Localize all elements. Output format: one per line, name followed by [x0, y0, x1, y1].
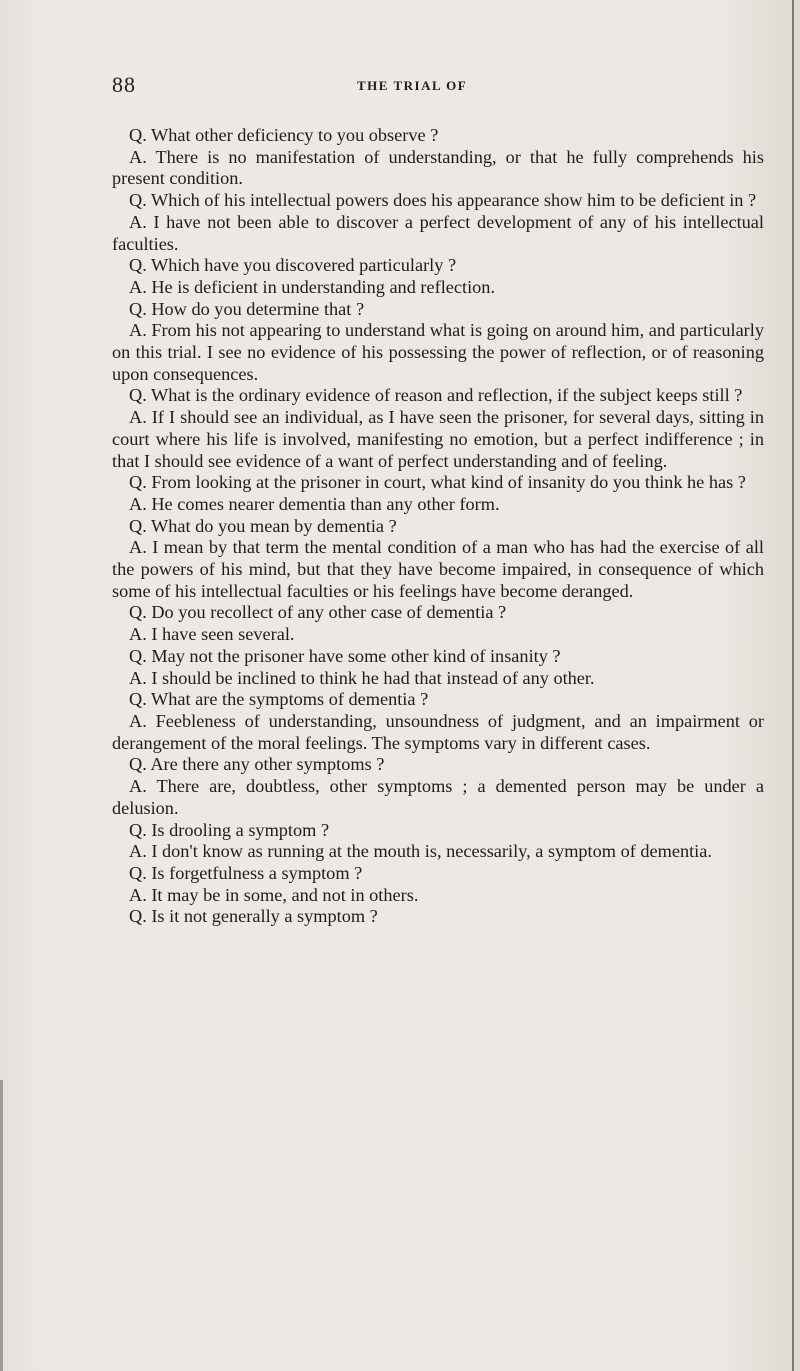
paragraph: Q. What do you mean by dementia ?: [129, 515, 397, 536]
paragraph: A. He is deficient in understanding and reflection.: [129, 276, 496, 297]
paragraph: A. There are, doubtless, other symptoms ; a demented person may be under a delusion.: [112, 776, 764, 818]
page-edge-shadow: [792, 0, 794, 1371]
testimony-text: [112, 125, 764, 928]
paragraph: A. He comes nearer dementia than any other form.: [129, 493, 500, 514]
binding-edge-shadow: [0, 1080, 3, 1371]
paragraph: Q. Is drooling a symptom ?: [129, 819, 330, 840]
paragraph: Q. Which of his intellectual powers does his appearance show him to be deficient in ?: [129, 190, 757, 211]
paragraph: A. There is no manifestation of understanding, or that he fully comprehends his present condition.: [112, 146, 764, 189]
paragraph: A. I have seen several.: [129, 624, 295, 645]
paragraph: Q. Is forgetfulness a symptom ?: [129, 862, 363, 883]
paragraph: Q. What other deficiency to you observe ?: [129, 125, 439, 145]
paragraph: Q. From looking at the prisoner in court, what kind of insanity do you think he has ?: [129, 472, 746, 493]
paragraph: Q. How do you determine that ?: [129, 298, 365, 319]
paragraph: Q. Which have you discovered particularly ?: [129, 255, 457, 276]
page-header: [112, 72, 732, 102]
page-number: 88: [112, 72, 136, 97]
paragraph: A. I have not been able to discover a perfect development of any of his intellectual faculties.: [112, 211, 764, 254]
paragraph: A. It may be in some, and not in others.: [129, 884, 419, 905]
paragraph: Q. Is it not generally a symptom ?: [129, 906, 378, 927]
paragraph: Q. May not the prisoner have some other kind of insanity ?: [129, 645, 561, 666]
paragraph: Q. What are the symptoms of dementia ?: [129, 689, 429, 710]
paragraph: Q. What is the ordinary evidence of reason and reflection, if the subject keeps still ?: [129, 385, 743, 406]
paragraph: A. Feebleness of understanding, unsoundness of judgment, and an impairment or derangement of the moral feelings. The symptoms vary in different cases.: [112, 710, 764, 753]
paragraph: A. I should be inclined to think he had that instead of any other.: [129, 667, 595, 688]
paragraph: A. If I should see an individual, as I have seen the prisoner, for several days, sitting in court where his life is involved, manifesting no emotion, but a perfect indifference ; in that I should see evidence of a want of perfect understanding and of feeling.: [112, 407, 764, 471]
running-head: THE TRIAL OF: [357, 78, 468, 93]
paragraph: Q. Do you recollect of any other case of dementia ?: [129, 602, 507, 623]
paragraph: A. I mean by that term the mental condition of a man who has had the exercise of all the powers of his mind, but that they have become impaired, in consequence of which some of his intellectual faculties or his feelings have become deranged.: [112, 537, 764, 601]
paragraph: A. I don't know as running at the mouth is, necessarily, a symptom of dementia.: [129, 841, 712, 862]
paragraph: Q. Are there any other symptoms ?: [129, 754, 385, 775]
paragraph: A. From his not appearing to understand what is going on around him, and particularly on this trial. I see no evidence of his possessing the power of reflection, or of reasoning upon consequences.: [112, 320, 764, 384]
